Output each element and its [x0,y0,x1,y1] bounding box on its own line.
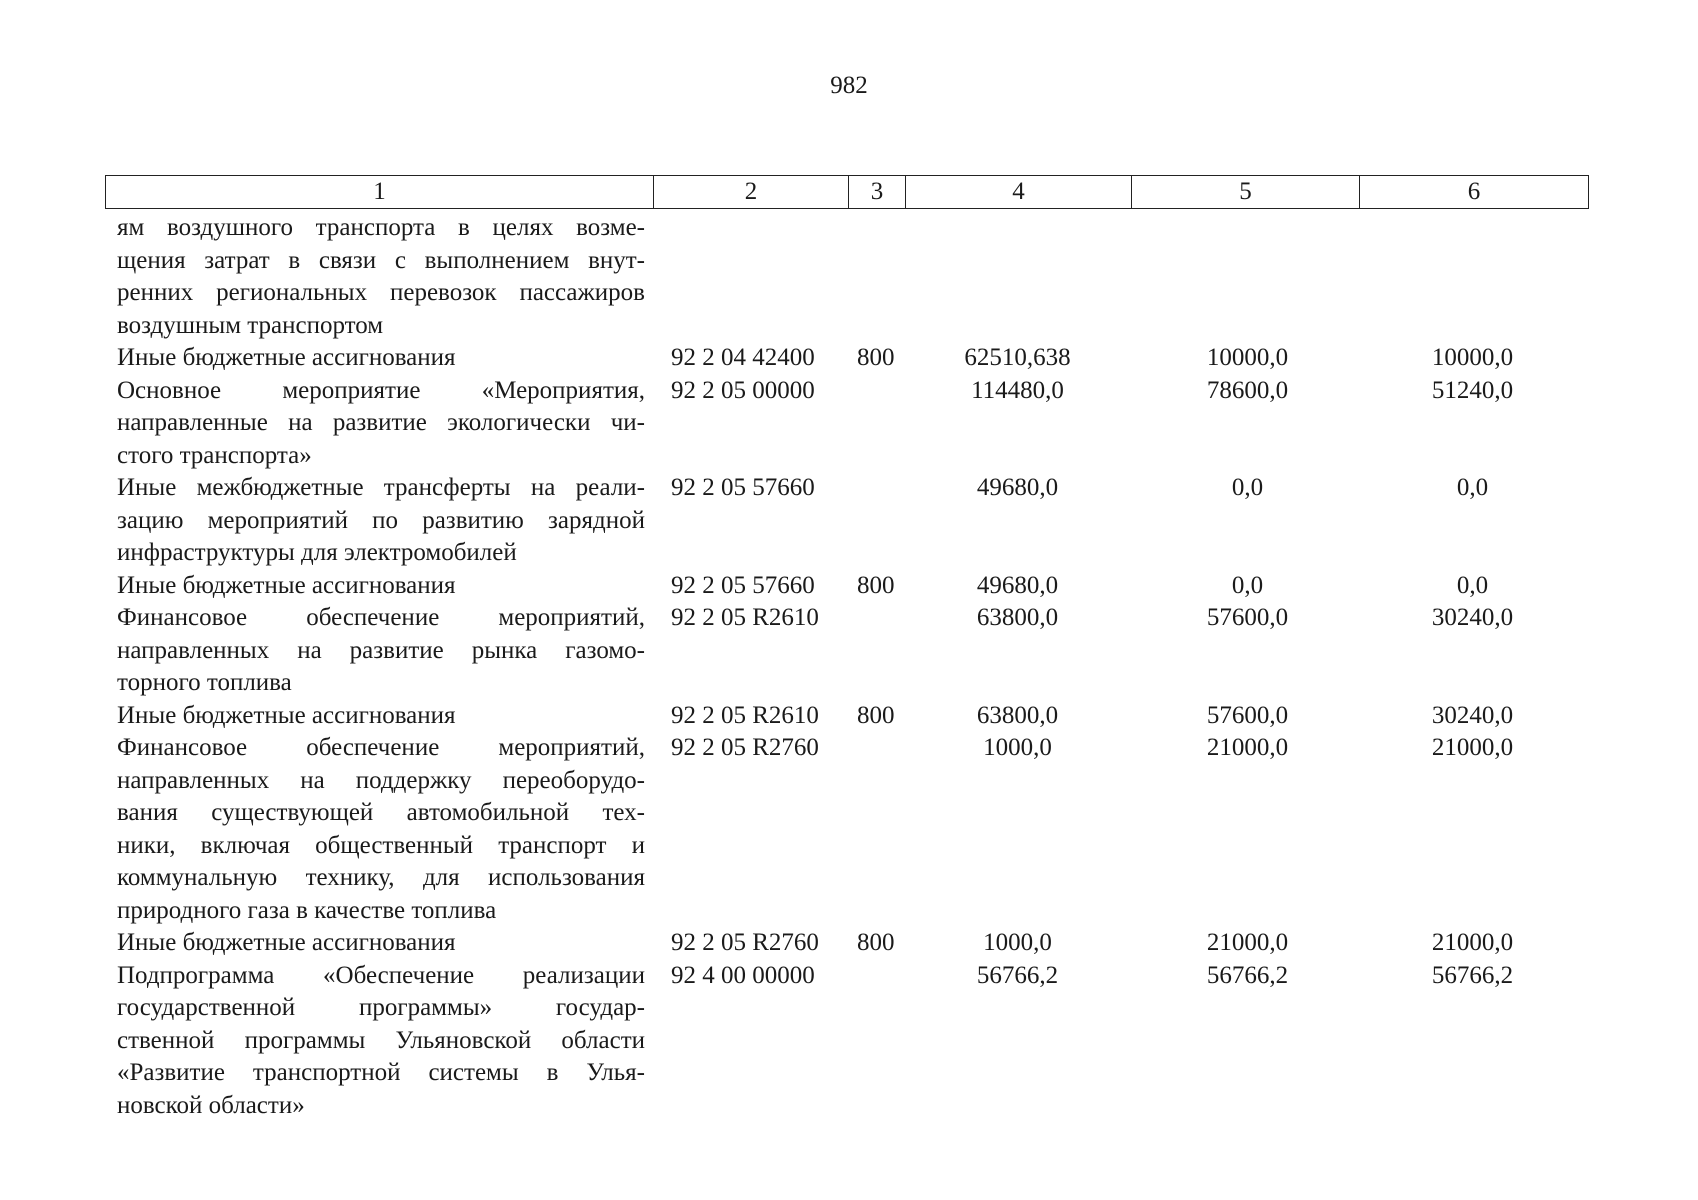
column-header-table [105,175,1589,209]
column-header-1: 1 [106,176,654,209]
description-line: ственной программы Ульяновской области [117,1026,645,1054]
row-value-year2: 21000,0 [1206,929,1289,956]
column-header-4: 4 [906,176,1132,209]
row-description [117,375,645,473]
table-row [0,342,1698,375]
row-value-year3: 51240,0 [1431,376,1514,404]
row-description [117,732,645,927]
description-line: направленных на поддержку переоборудо- [117,766,645,794]
description-line: Иные бюджетные ассигнования [117,344,456,371]
row-description [117,927,645,960]
row-value-year1: 49680,0 [976,474,1059,501]
description-line: ям воздушного транспорта в целях возме- [117,214,645,241]
row-value-year2: 0,0 [1231,571,1264,599]
row-description [117,342,645,375]
description-line: Подпрограмма «Обеспечение реализации [117,961,645,989]
table-row [0,375,1698,473]
row-value-year3: 21000,0 [1431,929,1514,956]
description-line: Иные бюджетные ассигнования [117,571,456,599]
row-target-code: 92 2 04 42400 [671,344,815,371]
row-value-year2: 0,0 [1231,474,1264,501]
row-value-year2: 57600,0 [1206,604,1289,631]
description-line: Основное мероприятие «Мероприятия, [117,376,645,404]
row-expense-type: 800 [857,571,895,599]
description-line: направленных на развитие рынка газомо- [117,636,645,664]
row-value-year1: 56766,2 [976,961,1059,989]
row-target-code: 92 2 05 R2610 [671,604,819,631]
column-header-2: 2 [654,176,849,209]
description-line: ренних региональных перевозок пассажиров [117,279,645,306]
description-line: стого транспорта» [117,441,312,469]
table-row [0,602,1698,700]
row-description [117,472,645,570]
table-row [0,472,1698,570]
row-value-year3: 0,0 [1456,571,1489,599]
row-description [117,960,645,1123]
row-target-code: 92 2 05 R2760 [671,734,819,761]
row-value-year2: 21000,0 [1206,734,1289,761]
table-row [0,212,1698,342]
budget-table-body [0,212,1698,1122]
description-line: новской области» [117,1091,305,1119]
row-value-year1: 1000,0 [983,929,1052,956]
row-value-year3: 30240,0 [1431,604,1514,631]
column-header-5: 5 [1132,176,1360,209]
row-target-code: 92 2 05 57660 [671,474,815,501]
row-description [117,570,645,603]
description-line: воздушным транспортом [117,311,384,339]
row-value-year2: 57600,0 [1206,701,1289,729]
page-number: 982 [830,72,868,99]
row-value-year3: 30240,0 [1431,701,1514,729]
table-row [0,960,1698,1123]
description-line: Финансовое обеспечение мероприятий, [117,604,645,631]
row-value-year1: 62510,638 [964,344,1071,371]
description-line: вания существующей автомобильной тех- [117,799,645,826]
description-line: щения затрат в связи с выполнением внут- [117,246,645,274]
row-target-code: 92 2 05 R2760 [671,929,819,956]
column-header-6: 6 [1360,176,1589,209]
description-line: инфраструктуры для электромобилей [117,539,517,566]
row-value-year3: 10000,0 [1431,344,1514,371]
column-header-3: 3 [849,176,906,209]
row-value-year1: 49680,0 [976,571,1059,599]
row-value-year3: 0,0 [1456,474,1489,501]
description-line: Иные межбюджетные трансферты на реали- [117,474,645,501]
row-value-year1: 63800,0 [976,701,1059,729]
table-row [0,570,1698,603]
row-target-code: 92 2 05 00000 [671,376,815,404]
description-line: торного топлива [117,669,292,696]
description-line: ники, включая общественный транспорт и [117,831,645,859]
row-description [117,700,645,733]
description-line: Финансовое обеспечение мероприятий, [117,734,645,761]
row-target-code: 92 2 05 57660 [671,571,815,599]
row-description [117,602,645,700]
row-target-code: 92 2 05 R2610 [671,701,819,729]
description-line: зацию мероприятий по развитию зарядной [117,506,645,534]
description-line: Иные бюджетные ассигнования [117,929,456,956]
row-value-year1: 1000,0 [983,734,1052,761]
description-line: природного газа в качестве топлива [117,896,497,924]
row-value-year2: 78600,0 [1206,376,1289,404]
column-header-row [106,176,1589,209]
row-value-year3: 56766,2 [1431,961,1514,989]
row-value-year2: 56766,2 [1206,961,1289,989]
row-value-year3: 21000,0 [1431,734,1514,761]
description-line: коммунальную технику, для использования [117,864,645,891]
row-description [117,212,645,342]
row-expense-type: 800 [857,929,895,956]
description-line: направленные на развитие экологически чи- [117,409,645,436]
description-line: «Развитие транспортной системы в Улья- [117,1059,645,1086]
description-line: государственной программы» государ- [117,994,645,1021]
row-target-code: 92 4 00 00000 [671,961,815,989]
row-expense-type: 800 [857,701,895,729]
table-row [0,927,1698,960]
description-line: Иные бюджетные ассигнования [117,701,456,729]
table-row [0,732,1698,927]
row-value-year1: 63800,0 [976,604,1059,631]
row-value-year1: 114480,0 [971,376,1064,404]
row-value-year2: 10000,0 [1206,344,1289,371]
row-expense-type: 800 [857,344,895,371]
table-row [0,700,1698,733]
